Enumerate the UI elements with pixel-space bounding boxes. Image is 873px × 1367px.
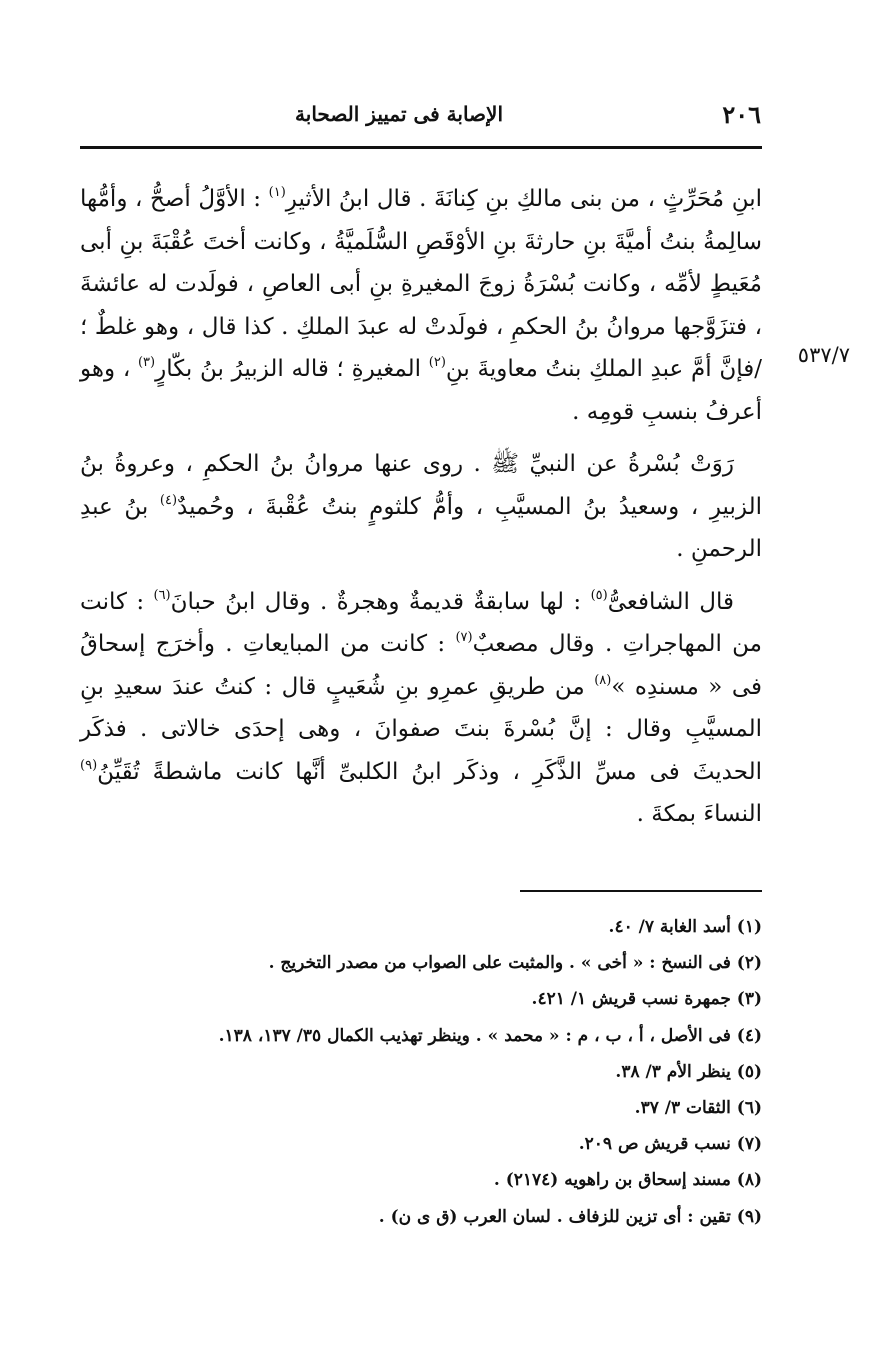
footnote-marker: (٨) bbox=[594, 672, 612, 688]
footnote-marker: (٣) bbox=[137, 355, 156, 370]
header-rule bbox=[80, 146, 762, 149]
paragraph-testimonies bbox=[80, 581, 762, 836]
text-run: المغيرةِ ؛ قاله الزبيرُ بنُ بكّارٍ bbox=[155, 356, 429, 382]
text-run: ، وهو أعرفُ بنسبِ قومِه . bbox=[80, 356, 762, 425]
text-run: : الأوَّلُ أصحُّ ، وأمُّها سالِمةُ بنتُ أميَّةَ بنِ حارثةَ بنِ الأوْقَصِ السُّلَميَّةُ ، وكانت أختَ عُقْبَةَ بنِ أبى مُعَيطٍ لأمِّه ، وكانت بُسْرَةُ زوجَ المغيرةِ بنِ أبى العاصِ ، فولَدت له عائشةَ ، فتزَوَّجها مروانُ بنُ الحكمِ ، فولَدتْ له عبدَ الملكِ . كذا قال ، وهو غلطٌ ؛ /فإنَّ أمَّ عبدِ الملكِ بنتُ معاويةَ بنِ bbox=[80, 186, 762, 382]
text-run: : كانت من المبايعاتِ . وأخرَج إسحاقُ فى « مسندِه » bbox=[80, 631, 762, 700]
text-run: : لها سابقةٌ قديمةٌ وهجرةٌ . وقال ابنُ حبانَ bbox=[170, 588, 591, 615]
text-run: بنُ عبدِ الرحمنِ . bbox=[80, 493, 762, 562]
page-number: ٢٠٦ bbox=[722, 100, 761, 129]
text-run: من طريقِ عمرِو بنِ شُعَيبٍ قال : كنتُ عندَ سعيدِ بنِ المسيَّبِ وقال : إنَّ بُسْرةَ بنتَ صفوانَ ، وهى إحدَى خالاتى . فذكَر الحديثَ فى مسِّ الذَّكَرِ ، وذكَر ابنُ الكلبىِّ أنَّها كانت ماشطةً تُقَيِّنُ bbox=[80, 673, 762, 785]
footnote-marker: (٦) bbox=[153, 587, 171, 603]
footnote-marker: (٧) bbox=[455, 630, 473, 645]
text-run: قال الشافعىُّ bbox=[607, 588, 734, 615]
text-run: النساءَ بمكةَ . bbox=[636, 801, 762, 827]
footnotes-rule bbox=[520, 890, 762, 892]
footnote-7: (٧) نسب قريش ص ٢٠٩. bbox=[578, 1134, 762, 1155]
footnote-marker: (١) bbox=[268, 185, 286, 200]
footnote-1: (١) أسد الغابة ٧/ ٤٠. bbox=[608, 917, 762, 937]
paragraph-lineage bbox=[80, 178, 850, 433]
footnote-marker: (٥) bbox=[590, 587, 608, 603]
footnote-9: (٩) تقين : أى تزين للزفاف . لسان العرب (ق ى ن) . bbox=[378, 1206, 762, 1227]
footnote-marker: (٩) bbox=[80, 757, 98, 773]
main-text bbox=[80, 178, 850, 836]
footnote-marker: (٢) bbox=[428, 355, 446, 370]
text-run: رَوَتْ بُسْرةُ عن النبيِّ ﷺ . روى عنها مروانُ بنُ الحكمِ ، وعروةُ بنُ الزبيرِ ، وسعيدُ بنُ المسيَّبِ ، وأمُّ كلثومٍ بنتُ عُقْبةَ ، وحُميدٌ bbox=[80, 451, 762, 520]
margin-reference: ٥٣٧/٧ bbox=[797, 343, 850, 367]
paragraph-narrators bbox=[80, 443, 762, 571]
footnote-4: (٤) فى الأصل ، أ ، ب ، م : « محمد » . وينظر تهذيب الكمال ٣٥/ ١٣٧، ١٣٨. bbox=[218, 1025, 762, 1046]
footnote-3: (٣) جمهرة نسب قريش ١/ ٤٢١. bbox=[531, 989, 762, 1010]
footnote-marker: (٤) bbox=[159, 492, 178, 508]
text-run: ابنِ مُحَرِّثٍ ، من بنى مالكِ بنِ كِنانَةَ . قال ابنُ الأثيرِ bbox=[285, 186, 762, 212]
footnote-2: (٢) فى النسخ : « أخى » . والمثبت على الصواب من مصدر التخريج . bbox=[268, 953, 762, 974]
text-run: : كانت من المهاجراتِ . وقال مصعبٌ bbox=[80, 588, 762, 657]
footnote-8: (٨) مسند إسحاق بن راهويه (٢١٧٤) . bbox=[493, 1170, 762, 1191]
running-title: الإصابة فى تمييز الصحابة bbox=[295, 102, 503, 126]
footnote-6: (٦) الثقات ٣/ ٣٧. bbox=[634, 1098, 762, 1119]
page-header bbox=[80, 98, 761, 132]
footnote-5: (٥) ينظر الأم ٣/ ٣٨. bbox=[615, 1061, 762, 1082]
footnotes bbox=[80, 909, 762, 1235]
